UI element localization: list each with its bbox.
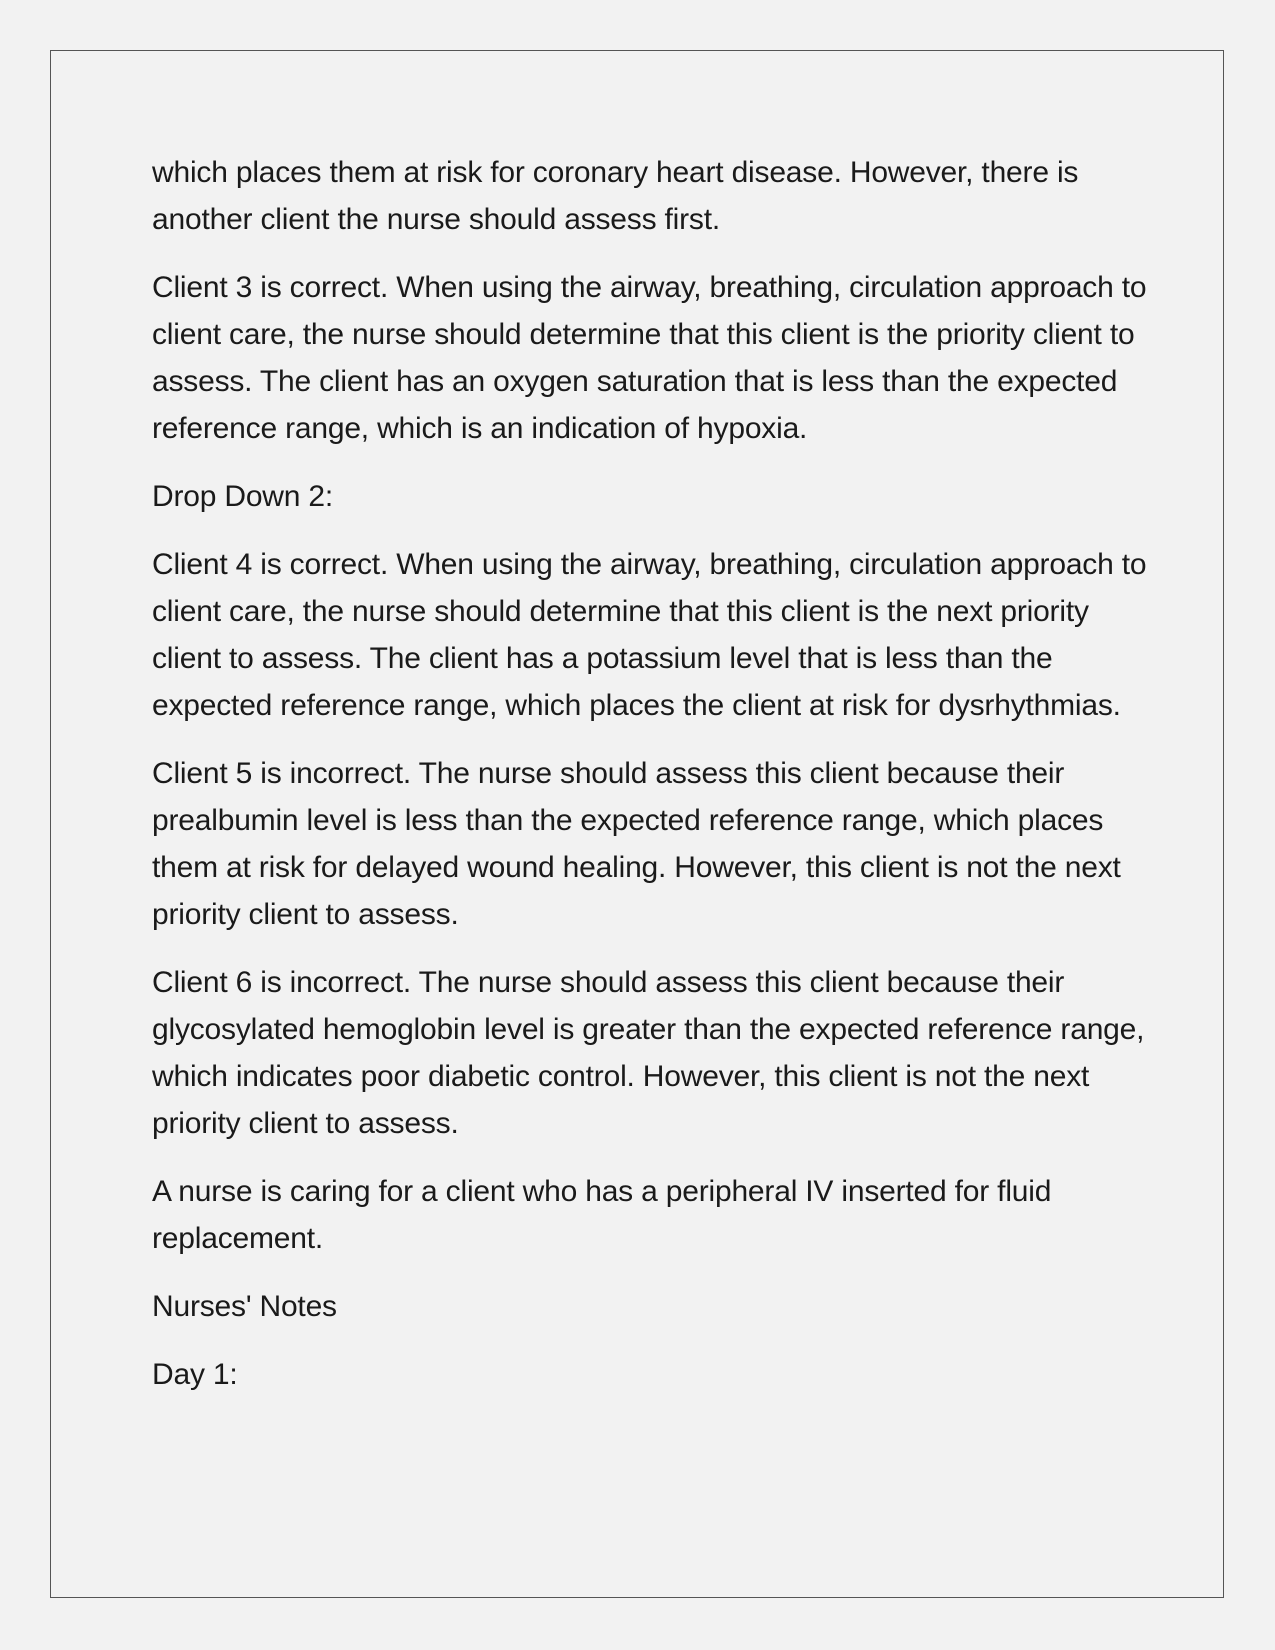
paragraph-nurses-notes-heading: Nurses' Notes [152, 1290, 337, 1323]
paragraph-client-4: Client 4 is correct. When using the airway, breathing, circulation approach to client care, the nurse should determine that this client is the next priority client to assess. The client has a potassium level that is less than the expected reference range, which places the client at risk for dysrhythmias. [152, 548, 1147, 722]
paragraph-day-1-heading: Day 1: [152, 1358, 238, 1391]
page-frame [50, 50, 1224, 1598]
paragraph-client-5: Client 5 is incorrect. The nurse should assess this client because their prealbumin level is less than the expected reference range, which places them at risk for delayed wound healing. However, this client is not the next priority client to assess. [152, 757, 1121, 931]
document-body [152, 149, 1162, 1419]
paragraph-client-3: Client 3 is correct. When using the airway, breathing, circulation approach to client care, the nurse should determine that this client is the priority client to assess. The client has an oxygen saturation that is less than the expected reference range, which is an indication of hypoxia. [152, 271, 1147, 445]
paragraph-risk-continuation: which places them at risk for coronary heart disease. However, there is another client the nurse should assess first. [152, 156, 1079, 236]
paragraph-drop-down-2-heading: Drop Down 2: [152, 480, 334, 513]
paragraph-client-6: Client 6 is incorrect. The nurse should assess this client because their glycosylated hemoglobin level is greater than the expected reference range, which indicates poor diabetic control. However, this client is not the next priority client to assess. [152, 966, 1145, 1140]
paragraph-iv-scenario: A nurse is caring for a client who has a peripheral IV inserted for fluid replacement. [152, 1175, 1052, 1255]
